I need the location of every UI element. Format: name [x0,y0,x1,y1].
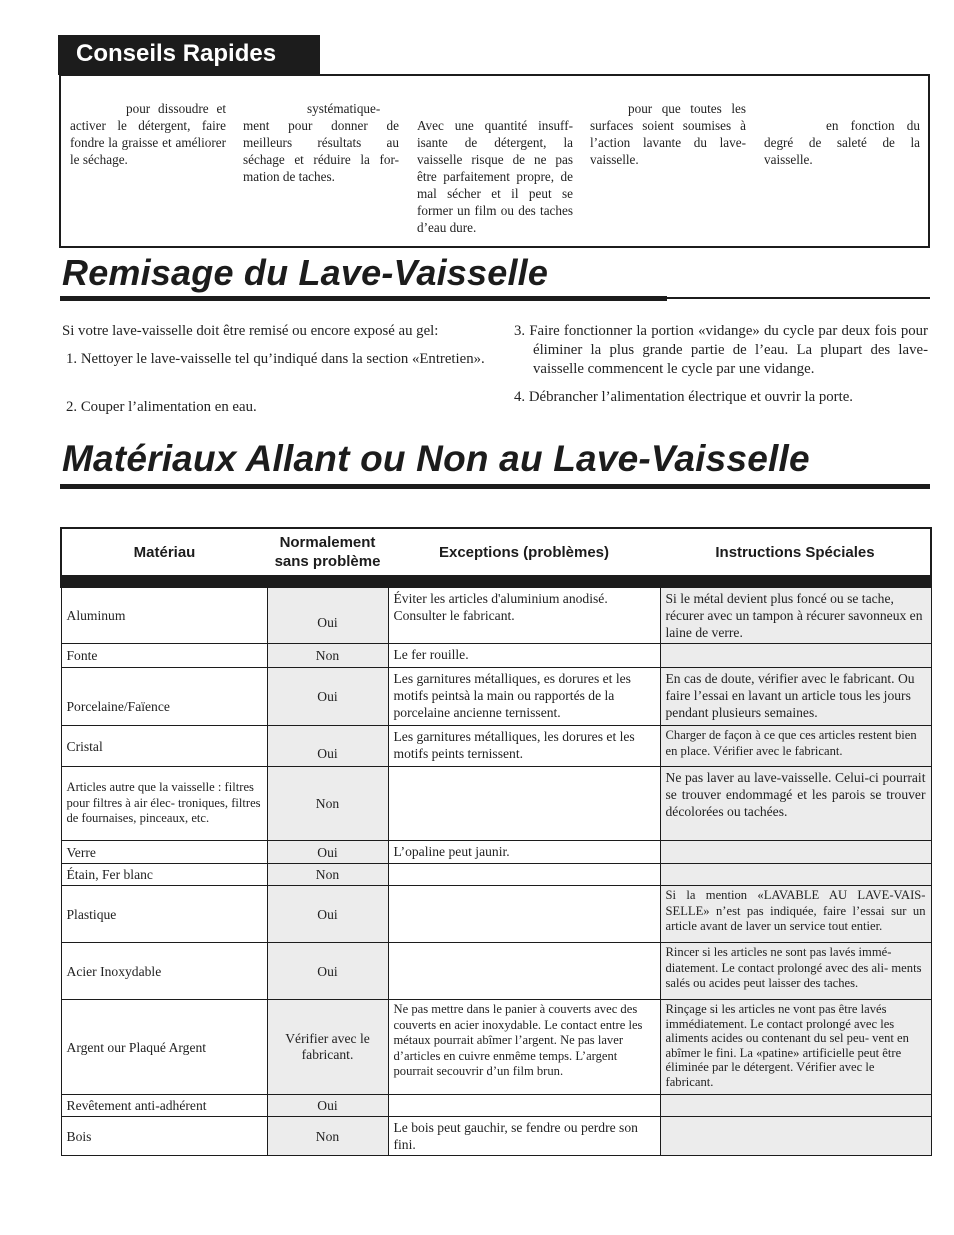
materials-title-rule [60,484,930,489]
normal-cell: Oui [267,588,388,644]
material-cell: Cristal [61,726,267,767]
instructions-cell: En cas de doute, vérifier avec le fabricant. Ou faire l’essai en lavant un article tous les jours pendant plusieurs semaines. [660,668,931,726]
tip-column-4: pour que toutes les surfaces soient soumises à l’action lavante du lave-vaisselle. [590,101,746,167]
material-cell: Étain, Fer blanc [61,864,267,886]
normal-cell: Oui [267,841,388,864]
normal-cell: Oui [267,668,388,726]
material-cell: Plastique [61,886,267,943]
table-row [61,841,931,864]
table-row [61,644,931,668]
header-material: Matériau [61,528,267,575]
normal-cell: Non [267,864,388,886]
materials-title: Matériaux Allant ou Non au Lave-Vaisselle [62,438,810,479]
normal-cell: Oui [267,726,388,767]
material-cell: Argent our Plaqué Argent [61,1000,267,1095]
table-row [61,1000,931,1095]
exceptions-cell: L’opaline peut jaunir. [388,841,660,864]
instructions-cell [660,644,931,668]
exceptions-cell [388,767,660,841]
table-row [61,726,931,767]
exceptions-cell [388,943,660,1000]
normal-cell: Vérifier avec le fabricant. [267,1000,388,1095]
storage-step-text: Nettoyer le lave-vaisselle tel qu’indiqué dans la section «Entretien». [80,351,485,367]
quick-tips-box [59,74,930,248]
instructions-cell: Si la mention «LAVABLE AU LAVE-VAIS- SELLE» n’est pas indiquée, faire l’essai sur un article avant de laver un service tout entier. [660,886,931,943]
exceptions-cell: Éviter les articles d'aluminium anodisé. Consulter le fabricant. [388,588,660,644]
exceptions-cell [388,886,660,943]
exceptions-cell: Les garnitures métalliques, es dorures et les motifs peintsà la main ou rapportés de la porcelaine ancienne ternissent. [388,668,660,726]
tip-column-2: systématique- ment pour donner de meilleurs résultats au séchage et réduire la for- mation de taches. [243,101,399,184]
instructions-cell: Si le métal devient plus foncé ou se tache, récurer avec un tampon à récurer savonneux en laine de verre. [660,588,931,644]
quick-tips-heading: Conseils Rapides [58,35,320,75]
storage-step-number: 1. [66,351,78,367]
table-row [61,1095,931,1117]
material-cell: Acier Inoxydable [61,943,267,1000]
table-row [61,943,931,1000]
tip-column-3: Avec une quantité insuff- isante de détergent, la vaisselle risque de ne pas être parfaitement propre, de mal sécher et il peut se former un film ou des taches d’eau dure. [417,118,573,235]
storage-step-text: Débrancher l’alimentation électrique et ouvrir la porte. [528,389,853,405]
exceptions-cell: Le fer rouille. [388,644,660,668]
normal-cell: Non [267,1117,388,1156]
materials-table [60,527,930,1156]
normal-cell: Non [267,644,388,668]
normal-cell: Oui [267,943,388,1000]
instructions-cell: Rinçage si les articles ne vont pas être lavés immédiatement. Le contact prolongé avec les aliments acides ou contenant du sel peu- vent en abîmer le fini. La «patine» artificielle peut être éliminée par le détergent. Vérifier avec le fabricant. [660,1000,931,1095]
table-row [61,767,931,841]
storage-intro: Si votre lave-vaisselle doit être remisé ou encore exposé au gel: [62,323,439,339]
material-cell: Fonte [61,644,267,668]
table-row [61,864,931,886]
table-row [61,1117,931,1156]
header-bar [61,575,931,588]
storage-step-number: 3. [514,323,526,339]
storage-step-text: Faire fonctionner la portion «vidange» du cycle par deux fois pour éliminer la plus grande partie de l’eau. La plupart des lave-vaisselle commencent le cycle par une vidange. [529,323,928,377]
instructions-cell: Charger de façon à ce que ces articles restent bien en place. Vérifier avec le fabricant. [660,726,931,767]
storage-step-4 [514,388,928,407]
exceptions-cell [388,864,660,886]
table-row [61,668,931,726]
instructions-cell [660,1117,931,1156]
table-row [61,588,931,644]
normal-cell: Oui [267,886,388,943]
storage-step-text: Couper l’alimentation en eau. [80,399,257,415]
storage-title-rule [60,296,667,301]
exceptions-cell: Le bois peut gauchir, se fendre ou perdre son fini. [388,1117,660,1156]
header-instructions: Instructions Spéciales [660,528,931,575]
storage-step-2 [66,398,479,417]
material-cell: Aluminum [61,588,267,644]
exceptions-cell: Les garnitures métalliques, les dorures et les motifs peints ternissent. [388,726,660,767]
exceptions-cell [388,1095,660,1117]
storage-title-rule-thin [667,297,930,299]
normal-cell: Non [267,767,388,841]
material-cell: Bois [61,1117,267,1156]
material-cell: Articles autre que la vaisselle : filtres pour filtres à air élec- troniques, filtres de fournaises, pinceaux, etc. [61,767,267,841]
storage-step-1 [66,350,494,369]
instructions-cell [660,1095,931,1117]
tip-column-1: pour dissoudre et activer le détergent, faire fondre la graisse et améliorer le séchage. [70,101,226,167]
table-row [61,886,931,943]
storage-step-3 [514,322,928,379]
instructions-cell [660,864,931,886]
header-exceptions: Exceptions (problèmes) [388,528,660,575]
instructions-cell: Ne pas laver au lave-vaisselle. Celui-ci pourrait se trouver endommagé et les parois se trouver décolorées ou tachées. [660,767,931,841]
material-cell: Revêtement anti-adhérent [61,1095,267,1117]
material-cell: Porcelaine/Faïence [61,668,267,726]
material-cell: Verre [61,841,267,864]
instructions-cell [660,841,931,864]
storage-step-number: 2. [66,399,78,415]
exceptions-cell: Ne pas mettre dans le panier à couverts avec des couverts en acier inoxydable. Le contact entre les métaux pourrait abîmer l’argent. Ne pas laver d’articles en cuivre enmême temps. L’argent pourrait secouvrir d’un film brun. [388,1000,660,1095]
normal-cell: Oui [267,1095,388,1117]
header-normal: Normalement sans problème [267,528,388,575]
storage-title: Remisage du Lave-Vaisselle [62,252,549,293]
instructions-cell: Rincer si les articles ne sont pas lavés immé- diatement. Le contact prolongé avec des ali- ments salés ou acides peut laisser des taches. [660,943,931,1000]
storage-step-number: 4. [514,389,526,405]
tip-column-5: en fonction du degré de saleté de la vaisselle. [764,118,920,167]
